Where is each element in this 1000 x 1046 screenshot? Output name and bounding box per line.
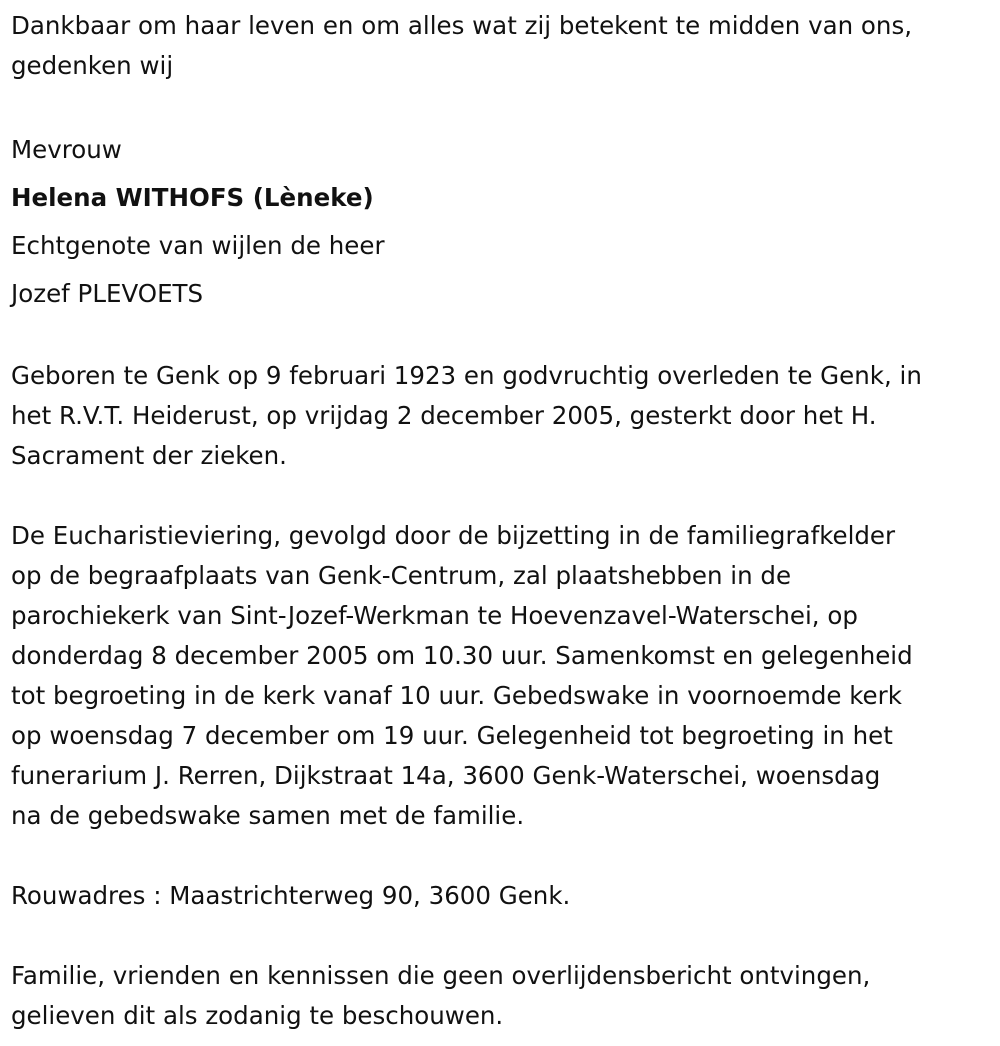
closing-line: gelieven dit als zodanig te beschouwen. [11, 1001, 504, 1030]
spacer [11, 476, 996, 516]
birth-death-line: Sacrament der zieken. [11, 441, 287, 470]
spouse-name: Jozef PLEVOETS [11, 279, 204, 308]
spacer [11, 318, 996, 356]
ceremony-line: na de gebedswake samen met de familie. [11, 801, 525, 830]
deceased-name: Helena WITHOFS (Lèneke) [11, 183, 374, 212]
spouse-line: Echtgenote van wijlen de heer [11, 231, 385, 260]
spacer [11, 86, 996, 126]
birth-death-line: het R.V.T. Heiderust, op vrijdag 2 december 2005, gesterkt door het H. [11, 401, 877, 430]
ceremony-line: op de begraafplaats van Genk-Centrum, zal plaatshebben in de [11, 561, 792, 590]
birth-death-line: Geboren te Genk op 9 februari 1923 en godvruchtig overleden te Genk, in [11, 361, 922, 390]
closing-line: Familie, vrienden en kennissen die geen overlijdensbericht ontvingen, [11, 961, 871, 990]
intro-paragraph [11, 6, 996, 86]
ceremony-line: tot begroeting in de kerk vanaf 10 uur. Gebedswake in voornoemde kerk [11, 681, 902, 710]
ceremony-line: op woensdag 7 december om 19 uur. Gelegenheid tot begroeting in het [11, 721, 893, 750]
ceremony-line: De Eucharistieviering, gevolgd door de bijzetting in de familiegrafkelder [11, 521, 896, 550]
ceremony-paragraph [11, 516, 996, 836]
death-notice [11, 6, 996, 1036]
ceremony-line: donderdag 8 december 2005 om 10.30 uur. Samenkomst en gelegenheid [11, 641, 913, 670]
closing-paragraph [11, 956, 996, 1036]
intro-line: gedenken wij [11, 51, 174, 80]
spacer [11, 916, 996, 956]
spacer [11, 836, 996, 876]
address-paragraph [11, 876, 996, 916]
mourning-address: Rouwadres : Maastrichterweg 90, 3600 Genk. [11, 881, 571, 910]
intro-line: Dankbaar om haar leven en om alles wat zij betekent te midden van ons, [11, 11, 912, 40]
salutation: Mevrouw [11, 135, 122, 164]
ceremony-line: parochiekerk van Sint-Jozef-Werkman te Hoevenzavel-Waterschei, op [11, 601, 858, 630]
ceremony-line: funerarium J. Rerren, Dijkstraat 14a, 3600 Genk-Waterschei, woensdag [11, 761, 881, 790]
deceased-block [11, 126, 996, 318]
birth-death-paragraph [11, 356, 996, 476]
